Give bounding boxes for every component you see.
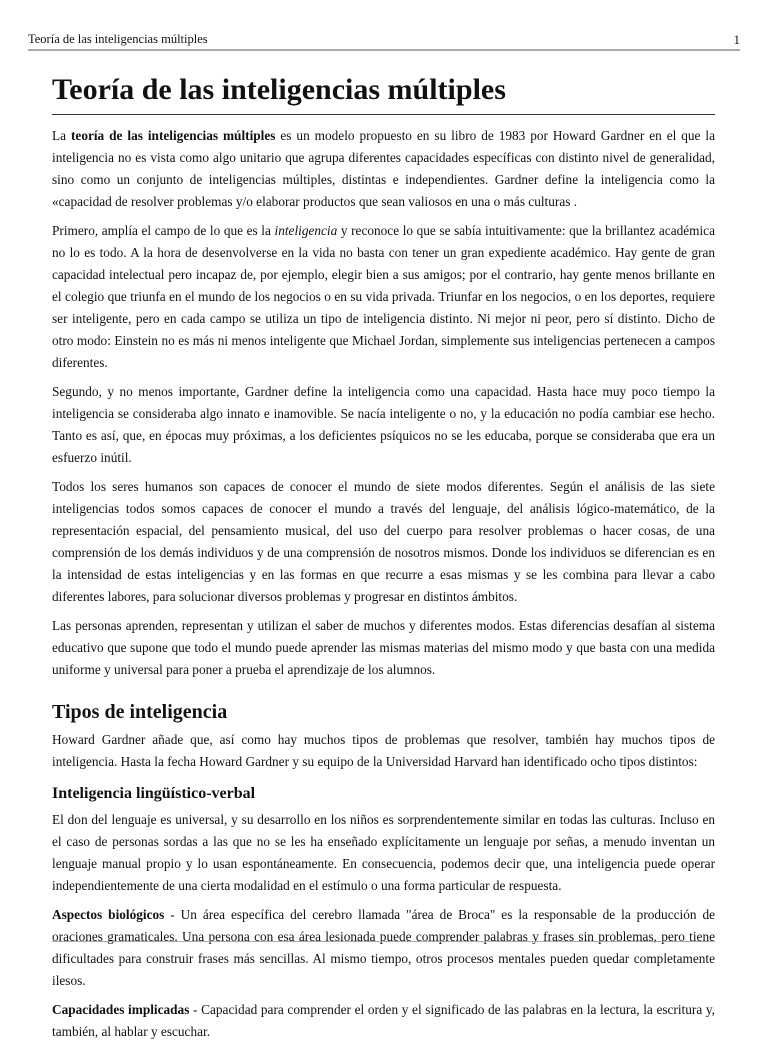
section-heading: Tipos de inteligencia <box>52 701 228 723</box>
text: - Capacidad para comprender el orden y el significado de las palabras en la lectura, la escritura y, también, al hablar y escuchar. <box>52 1002 715 1039</box>
paragraph: Las personas aprenden, representan y utilizan el saber de muchos y diferentes modos. Estas diferencias desafían al sistema educativo que supone que todo el mundo puede aprender las mismas materias del mismo modo y que basta con una medida uniforme y universal para poner a prueba el aprendizaje de los alumnos. <box>52 618 715 677</box>
text: Primero, amplía el campo de lo que es la <box>52 223 275 238</box>
paragraph <box>52 999 715 1043</box>
running-header <box>28 32 740 51</box>
paragraph: Todos los seres humanos son capaces de conocer el mundo de siete modos diferentes. Según el análisis de las siete inteligencias todos somos capaces de conocer el mundo a través del lenguaje, del análisis lógico-matemático, de la representación espacial, del pensamiento musical, del uso del cuerpo para resolver problemas o hacer cosas, de una comprensión de los demás individuos y de una comprensión de nosotros mismos. Donde los individuos se diferencian es en la intensidad de estas inteligencias y en las formas en que recurre a esas mismas y se les combina para llevar a cabo diferentes labores, para solucionar diversos problemas y progresar en distintos ámbitos. <box>52 479 715 604</box>
subsection-heading: Inteligencia lingüístico-verbal <box>52 785 256 802</box>
bold-term: Aspectos biológicos <box>52 907 165 922</box>
italic-term: inteligencia <box>274 223 338 238</box>
document-body <box>52 72 715 1050</box>
bold-term: teoría de las inteligencias múltiples <box>70 128 276 143</box>
paragraph: El don del lenguaje es universal, y su desarrollo en los niños es sorprendentemente similar en todas las culturas. Incluso en el caso de personas sordas a las que no se les ha enseñado explícitamente un lenguaje por señas, a menudo inventan un lenguaje manual propio y lo usan espontáneamente. En consecuencia, podemos decir que, una inteligencia puede operar independientemente de una cierta modalidad en el estímulo o una forma particular de respuesta. <box>52 812 715 893</box>
text: y reconoce lo que se sabía intuitivamente: que la brillantez académica no lo es todo. A la hora de desenvolverse en la vida no basta con tener un gran expediente académico. Hay gente de gran capacidad intelectual pero incapaz de, por ejemplo, elegir bien a sus amigos; por el contrario, hay gente menos brillante en el colegio que triunfa en el mundo de los negocios o en su vida privada. Triunfar en los negocios, o en los deportes, requiere ser inteligente, pero en cada campo se utiliza un tipo de inteligencia distinto. Ni mejor ni peor, pero sí distinto. Dicho de otro modo: Einstein no es más ni menos inteligente que Michael Jordan, simplemente sus inteligencias pertenecen a campos diferentes. <box>52 223 715 370</box>
paragraph <box>52 220 715 374</box>
paragraph <box>52 904 715 992</box>
running-title: Teoría de las inteligencias múltiples <box>28 32 208 46</box>
bold-term: Capacidades implicadas <box>52 1002 190 1017</box>
footer-divider <box>52 941 715 942</box>
text: es un modelo propuesto en su libro de 1983 por Howard Gardner en el que la inteligencia no es vista como algo unitario que agrupa diferentes capacidades específicas con distinto nivel de generalidad, sino como un conjunto de inteligencias múltiples, distintas e independientes. Gardner define la inteligencia como la «capacidad de resolver problemas y/o elaborar productos que sean valiosos en una o más culturas . <box>52 128 716 209</box>
text: - Un área específica del cerebro llamada "área de Broca" es la responsable de la producción de oraciones gramaticales. Una persona con esa área lesionada puede comprender palabras y frases sin problemas, pero tiene dificultades para construir frases más sencillas. Al mismo tiempo, otros procesos mentales pueden quedar completamente ilesos. <box>52 907 716 988</box>
page-number: 1 <box>733 32 740 47</box>
paragraph: Segundo, y no menos importante, Gardner define la inteligencia como una capacidad. Hasta hace muy poco tiempo la inteligencia se consideraba algo innato e inamovible. Se nacía inteligente o no, y la educación no podía cambiar ese hecho. Tanto es así, que, en épocas muy próximas, a los deficientes psíquicos no se les educaba, porque se consideraba que era un esfuerzo inútil. <box>52 384 715 465</box>
paragraph: Howard Gardner añade que, así como hay muchos tipos de problemas que resolver, también hay muchos tipos de inteligencia. Hasta la fecha Howard Gardner y su equipo de la Universidad Harvard han identificado ocho tipos distintos: <box>52 732 715 769</box>
paragraph <box>52 125 715 213</box>
text: La <box>52 128 71 143</box>
page-title: Teoría de las inteligencias múltiples <box>52 72 715 115</box>
